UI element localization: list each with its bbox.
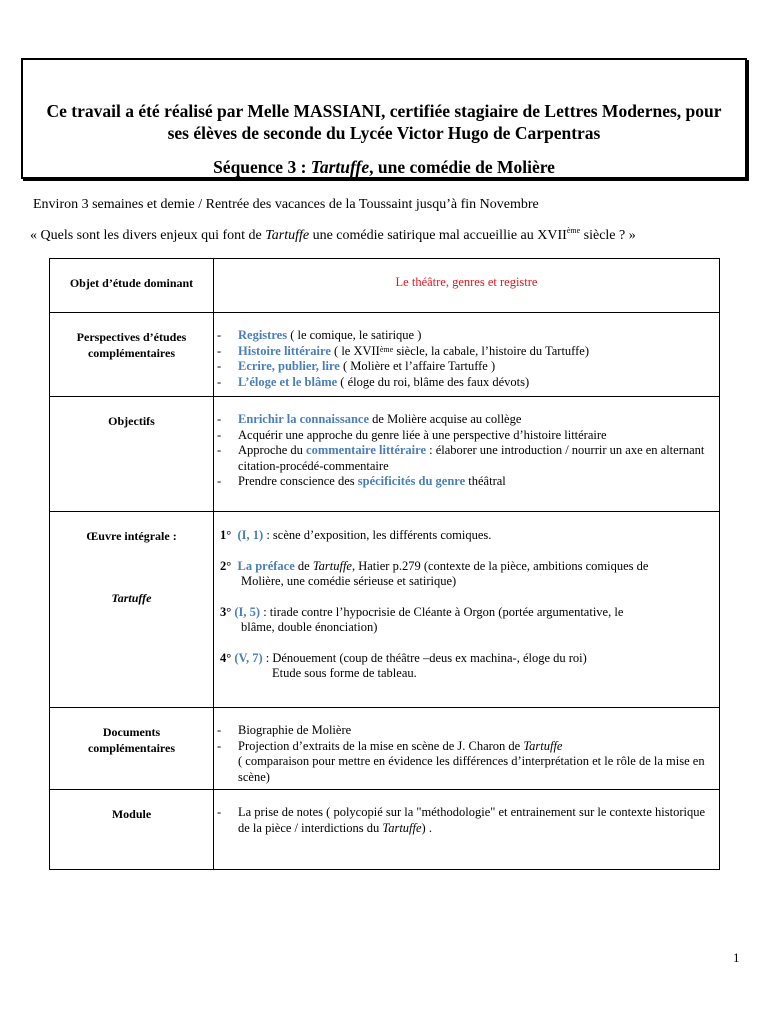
row-objectifs <box>50 397 720 512</box>
page-number: 1 <box>733 950 740 965</box>
row-value <box>214 259 720 313</box>
row-label <box>50 790 214 870</box>
problematic-question <box>30 228 636 244</box>
label-oeuvre: Œuvre intégrale : <box>86 529 177 543</box>
list-item <box>214 375 719 391</box>
item-key: Ecrire, publier, lire <box>238 359 340 373</box>
perspectives-list <box>214 328 719 390</box>
list-item: - Biographie de Molière <box>214 723 719 739</box>
row-module <box>50 790 720 870</box>
extract-2 <box>220 559 719 590</box>
extract-3 <box>220 605 719 636</box>
extract-text: , Hatier p.279 (contexte de la pièce, ambitions comiques de <box>351 558 649 573</box>
label-module: Module <box>111 807 152 821</box>
list-item: - Acquérir une approche du genre liée à une perspective d’histoire littéraire <box>214 428 719 444</box>
list-item <box>214 328 719 344</box>
row-label <box>50 259 214 313</box>
list-item <box>214 344 719 360</box>
item-key: spécificités du genre <box>357 474 466 488</box>
item-work: Tartuffe <box>382 820 422 835</box>
row-label <box>50 708 214 790</box>
row-label <box>50 313 214 397</box>
item-text: Prendre conscience des <box>238 474 358 488</box>
header-box <box>21 58 747 179</box>
extract-text: : scène d’exposition, les différents comiques. <box>263 528 492 542</box>
item-text: La prise de notes ( polycopié sur la "méthodologie" et entrainement sur le contexte historique de la pièce / interdictions du <box>238 805 706 835</box>
row-value <box>214 790 720 870</box>
row-label <box>50 512 214 708</box>
item-text: : élaborer une introduction / nourrir un axe en alternant citation-procédé-commentaire <box>238 443 705 473</box>
row-value <box>214 708 720 790</box>
sequence-title <box>23 157 745 178</box>
label-documents: Documents complémentaires <box>87 725 176 755</box>
item-text: ) . <box>421 820 432 835</box>
item-key: L’éloge et le blâme <box>238 374 338 389</box>
label-objet: Objet d’étude dominant <box>69 276 194 290</box>
label-perspectives: Perspectives d’études complémentaires <box>76 330 187 360</box>
extract-1 <box>220 528 719 544</box>
objet-value: Le théâtre, genres et registre <box>395 275 538 289</box>
list-item <box>214 739 719 786</box>
item-key: Histoire littéraire <box>238 343 331 358</box>
question-sup: ème <box>566 226 581 235</box>
extract-number: 1° <box>220 528 232 542</box>
objectifs-list <box>214 412 719 490</box>
question-part: une comédie satirique mal accueillie au XVII <box>309 228 567 243</box>
work-title: Tartuffe <box>111 591 152 605</box>
item-work: Tartuffe <box>523 738 563 753</box>
question-work: Tartuffe <box>265 228 310 243</box>
item-text: ( Molière et l’affaire Tartuffe ) <box>339 359 496 373</box>
question-part: « Quels sont les divers enjeux qui font de <box>30 228 266 243</box>
item-text: ( éloge du roi, blâme des faux dévots) <box>337 374 530 389</box>
row-value <box>214 313 720 397</box>
label-objectifs: Objectifs <box>108 414 155 428</box>
list-item <box>214 359 719 375</box>
item-text: de Molière acquise au collège <box>369 412 522 426</box>
header-line-2: ses élèves de seconde du Lycée Victor Hugo de Carpentras <box>167 123 601 143</box>
item-key: commentaire littéraire <box>306 443 427 457</box>
extract-text: Etude sous forme de tableau. <box>272 666 417 680</box>
item-text: Approche du <box>238 443 307 457</box>
list-item <box>214 412 719 428</box>
extract-text: : Dénouement (coup de théâtre –deus ex machina-, éloge du roi) <box>262 650 587 665</box>
extract-text: Molière, une comédie sérieuse et satirique) <box>241 574 457 588</box>
documents-list <box>214 723 719 785</box>
item-text: Projection d’extraits de la mise en scène de J. Charon de <box>238 738 524 753</box>
extract-ref: (I, 1) <box>237 528 264 542</box>
sequence-prefix: Séquence 3 : <box>213 157 311 177</box>
list-item <box>214 443 719 474</box>
row-oeuvre <box>50 512 720 708</box>
extract-number: 2° <box>220 558 232 573</box>
extract-ref: (V, 7) <box>234 650 263 665</box>
header-line-1: Ce travail a été réalisé par Melle MASSIANI, certifiée stagiaire de Lettres Modernes, pour <box>46 101 722 121</box>
extract-4 <box>220 651 719 682</box>
list-item <box>214 805 719 836</box>
extract-number: 4° <box>220 650 232 665</box>
duration-text: Environ 3 semaines et demie / Rentrée des vacances de la Toussaint jusqu’à fin Novembre <box>33 197 539 212</box>
item-text: siècle, la cabale, l’histoire du Tartuffe) <box>393 343 589 358</box>
item-key: Registres <box>238 328 288 342</box>
extract-text: de <box>294 558 313 573</box>
row-value <box>214 512 720 708</box>
item-text: théâtral <box>465 474 506 488</box>
item-text: ( comparaison pour mettre en évidence les différences d’interprétation et le rôle de la mise en scène) <box>238 754 705 784</box>
question-part: siècle ? » <box>580 228 636 243</box>
module-list <box>214 805 719 836</box>
extract-number: 3° <box>220 604 232 619</box>
row-label <box>50 397 214 512</box>
row-value <box>214 397 720 512</box>
item-text: ( le comique, le satirique ) <box>287 328 422 342</box>
sequence-work: Tartuffe <box>310 157 370 177</box>
item-sup: ème <box>379 344 394 354</box>
item-text: ( le XVII <box>330 343 380 358</box>
sequence-table <box>49 258 720 870</box>
row-perspectives <box>50 313 720 397</box>
extract-ref: La préface <box>237 558 295 573</box>
extract-ref: (I, 5) <box>234 604 261 619</box>
sequence-suffix: , une comédie de Molière <box>369 157 555 177</box>
item-key: Enrichir la connaissance <box>238 412 370 426</box>
list-item <box>214 474 719 490</box>
row-objet <box>50 259 720 313</box>
row-documents <box>50 708 720 790</box>
extract-text: : tirade contre l’hypocrisie de Cléante à Orgon (portée argumentative, le <box>260 604 624 619</box>
extract-text: blâme, double énonciation) <box>241 620 378 634</box>
extract-work: Tartuffe <box>312 558 352 573</box>
